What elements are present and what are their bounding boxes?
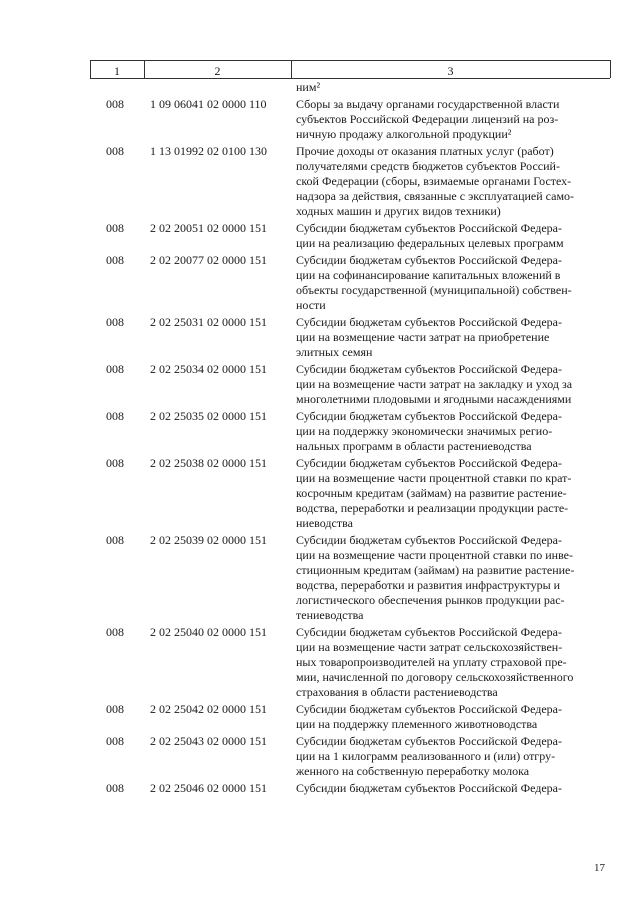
- description-line: ции на реализацию федеральных целевых программ: [296, 236, 564, 250]
- description-line: ции на возмещение части процентной ставки по крат-: [296, 471, 572, 485]
- admin-code: 008: [106, 97, 124, 111]
- description-line: логистического обеспечения рынков продукции рас-: [296, 593, 565, 607]
- budget-classification-code: 2 02 20051 02 0000 151: [150, 221, 267, 235]
- revenue-description: [296, 362, 606, 407]
- description-line: ничную продажу алкогольной продукции²: [296, 127, 512, 141]
- description-line: Субсидии бюджетам субъектов Российской Федера-: [296, 362, 562, 376]
- admin-code: 008: [106, 144, 124, 158]
- description-line: ской Федерации (сборы, взимаемые органами Гостех-: [296, 174, 572, 188]
- revenue-description: [296, 409, 606, 454]
- table-top-rule: [90, 60, 610, 61]
- admin-code: 008: [106, 702, 124, 716]
- column-divider-right: [610, 60, 611, 78]
- description-line: стиционным кредитам (займам) на развитие растение-: [296, 563, 575, 577]
- revenue-description: [296, 625, 606, 700]
- column-header-2: 2: [214, 64, 221, 78]
- budget-classification-code: 2 02 25042 02 0000 151: [150, 702, 267, 716]
- description-line: Прочие доходы от оказания платных услуг (работ): [296, 144, 554, 158]
- revenue-description: [296, 253, 606, 313]
- budget-classification-code: 2 02 25046 02 0000 151: [150, 781, 267, 795]
- description-line: надзора за действия, связанные с эксплуатацией само-: [296, 189, 575, 203]
- revenue-description: [296, 533, 606, 623]
- revenue-description: [296, 734, 606, 779]
- revenue-description: [296, 702, 606, 732]
- revenue-description: [296, 456, 606, 531]
- description-line: ции на поддержку экономически значимых регио-: [296, 424, 553, 438]
- admin-code: 008: [106, 781, 124, 795]
- budget-classification-code: 2 02 25038 02 0000 151: [150, 456, 267, 470]
- budget-classification-code: 1 13 01992 02 0100 130: [150, 144, 267, 158]
- description-line: ции на возмещение части процентной ставки по инве-: [296, 548, 574, 562]
- admin-code: 008: [106, 533, 124, 547]
- description-line: Субсидии бюджетам субъектов Российской Федера-: [296, 456, 562, 470]
- column-header-3: 3: [447, 64, 454, 78]
- description-line: Субсидии бюджетам субъектов Российской Федера-: [296, 409, 562, 423]
- description-line: водства, переработки и реализации продукции расте-: [296, 501, 569, 515]
- description-line: ниеводства: [296, 516, 353, 530]
- description-line: ходных машин и других видов техники): [296, 204, 501, 218]
- description-line: Субсидии бюджетам субъектов Российской Федера-: [296, 702, 562, 716]
- budget-classification-code: 2 02 25034 02 0000 151: [150, 362, 267, 376]
- budget-classification-code: 2 02 25039 02 0000 151: [150, 533, 267, 547]
- description-line: водства, переработки и развития инфраструктуры и: [296, 578, 561, 592]
- description-line: объекты государственной (муниципальной) собствен-: [296, 283, 572, 297]
- description-line: субъектов Российской Федерации лицензий на роз-: [296, 112, 559, 126]
- description-line: мии, начисленной по договору сельскохозяйственного: [296, 670, 574, 684]
- description-line: Субсидии бюджетам субъектов Российской Федера-: [296, 221, 562, 235]
- budget-classification-code: 2 02 25031 02 0000 151: [150, 315, 267, 329]
- revenue-description: [296, 144, 606, 219]
- revenue-description: [296, 315, 606, 360]
- admin-code: 008: [106, 456, 124, 470]
- description-line: тениеводства: [296, 608, 364, 622]
- budget-classification-code: 2 02 20077 02 0000 151: [150, 253, 267, 267]
- description-line: ции на возмещение части затрат на приобретение: [296, 330, 550, 344]
- description-line: Субсидии бюджетам субъектов Российской Федера-: [296, 625, 562, 639]
- admin-code: 008: [106, 362, 124, 376]
- admin-code: 008: [106, 221, 124, 235]
- description-line: ции на 1 килограмм реализованного и (или) отгру-: [296, 749, 556, 763]
- description-line: получателями средств бюджетов субъектов Россий-: [296, 159, 560, 173]
- budget-classification-code: 2 02 25040 02 0000 151: [150, 625, 267, 639]
- admin-code: 008: [106, 253, 124, 267]
- description-line: ности: [296, 298, 326, 312]
- description-line: ции на софинансирование капитальных вложений в: [296, 268, 561, 282]
- budget-classification-code: 1 09 06041 02 0000 110: [150, 97, 267, 111]
- admin-code: 008: [106, 625, 124, 639]
- budget-classification-code: 2 02 25035 02 0000 151: [150, 409, 267, 423]
- revenue-description: [296, 97, 606, 142]
- description-line: страхования в области растениеводства: [296, 685, 498, 699]
- revenue-description: [296, 221, 606, 251]
- continued-text: ним²: [296, 80, 321, 94]
- page-number: 17: [594, 862, 605, 874]
- description-line: ции на поддержку племенного животноводства: [296, 717, 538, 731]
- description-line: многолетними плодовыми и ягодными насаждениями: [296, 392, 572, 406]
- description-line: Субсидии бюджетам субъектов Российской Федера-: [296, 781, 562, 795]
- description-line: ции на возмещение части затрат на закладку и уход за: [296, 377, 573, 391]
- description-line: элитных семян: [296, 345, 373, 359]
- budget-classification-code: 2 02 25043 02 0000 151: [150, 734, 267, 748]
- description-line: нальных программ в области растениеводства: [296, 439, 532, 453]
- revenue-description: [296, 781, 606, 796]
- description-line: Субсидии бюджетам субъектов Российской Федера-: [296, 315, 562, 329]
- description-line: косрочным кредитам (займам) на развитие растение-: [296, 486, 567, 500]
- description-line: ных товаропроизводителей на уплату страховой пре-: [296, 655, 567, 669]
- admin-code: 008: [106, 734, 124, 748]
- admin-code: 008: [106, 315, 124, 329]
- description-line: Сборы за выдачу органами государственной власти: [296, 97, 560, 111]
- description-line: Субсидии бюджетам субъектов Российской Федера-: [296, 734, 562, 748]
- description-line: женного на собственную переработку молока: [296, 764, 530, 778]
- description-line: Субсидии бюджетам субъектов Российской Федера-: [296, 533, 562, 547]
- column-header-1: 1: [114, 64, 120, 78]
- description-line: Субсидии бюджетам субъектов Российской Федера-: [296, 253, 562, 267]
- admin-code: 008: [106, 409, 124, 423]
- description-line: ции на возмещение части затрат сельскохозяйствен-: [296, 640, 563, 654]
